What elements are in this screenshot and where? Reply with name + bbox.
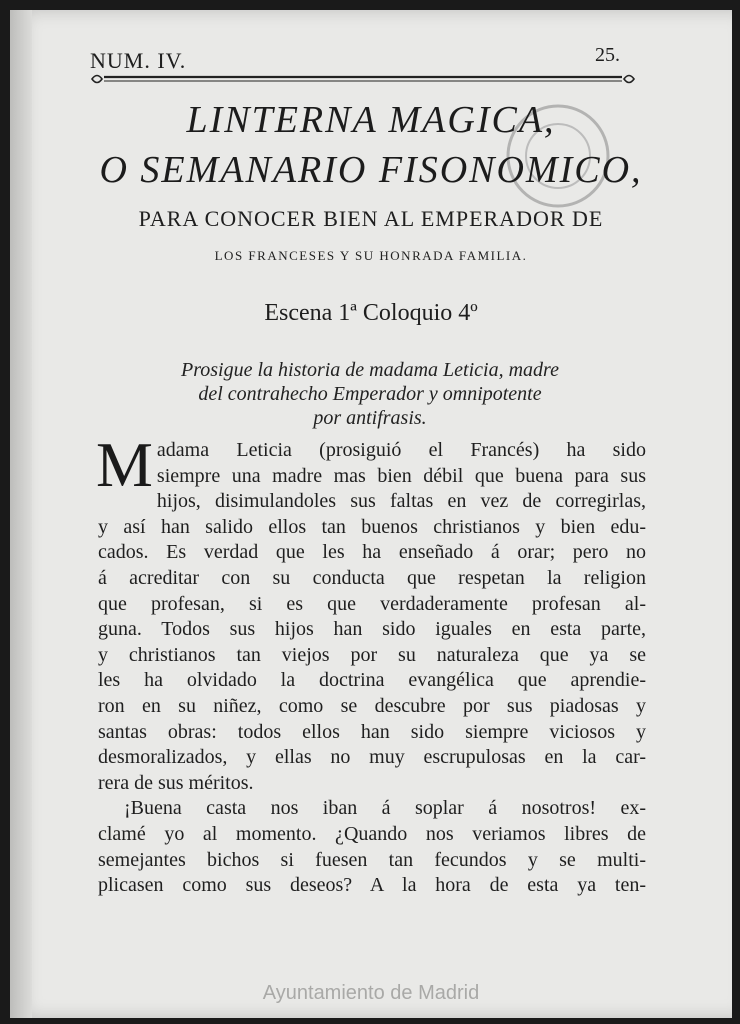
body-line: ¡Buena casta nos iban á soplar á nosotros! ex- — [124, 797, 646, 820]
ornamental-rule — [90, 72, 636, 86]
body-line: hijos, disimulandoles sus faltas en vez de corregirlas, — [156, 490, 646, 513]
page-number: 25. — [595, 44, 620, 66]
body-text — [96, 429, 646, 899]
body-line: siempre una madre mas bien débil que buena para sus — [156, 464, 646, 487]
body-line: rera de sus méritos. — [98, 771, 254, 794]
lead-line: por antifrasis. — [313, 407, 427, 429]
body-line: les ha olvidado la doctrina evangélica que aprendie- — [98, 669, 646, 692]
lead-line: del contrahecho Emperador y omnipotente — [198, 383, 542, 405]
body-line: cados. Es verdad que les ha enseñado á orar; pero no — [98, 541, 646, 564]
drop-cap: M — [96, 429, 153, 500]
body-line: plicasen como sus deseos? A la hora de esta ya ten- — [98, 874, 646, 897]
body-line: santas obras: todos ellos han sido siempre viciosos y — [98, 720, 646, 743]
title-line-1: LINTERNA MAGICA, — [186, 99, 556, 141]
lead-summary — [100, 358, 640, 430]
body-line: y christianos tan viejos por su naturaleza que ya se — [98, 643, 646, 666]
document-page — [10, 10, 732, 1018]
source-watermark: Ayuntamiento de Madrid — [262, 982, 480, 1004]
body-line: á acreditar con su conducta que respetan la religion — [98, 566, 646, 589]
body-line: desmoralizados, y ellas no muy escrupulosas en la car- — [98, 746, 646, 769]
issue-number: NUM. IV. — [90, 48, 187, 73]
scene-heading: Escena 1ª Coloquio 4º — [264, 300, 478, 326]
body-line: ron en su niñez, como se descubre por sus piadosas y — [98, 694, 646, 717]
body-line: que profesan, si es que verdaderamente profesan al- — [98, 592, 646, 615]
body-line: clamé yo al momento. ¿Quando nos veriamos libres de — [98, 822, 646, 845]
body-line: guna. Todos sus hijos han sido iguales en esta parte, — [98, 618, 646, 641]
lead-line: Prosigue la historia de madama Leticia, madre — [181, 359, 559, 381]
body-line: adama Leticia (prosiguió el Francés) ha sido — [156, 439, 646, 461]
body-line: y así han salido ellos tan buenos christianos y bien edu- — [98, 515, 646, 538]
body-line: semejantes bichos si fuesen tan fecundos y se multi- — [98, 848, 646, 871]
subtitle-line-2: LOS FRANCESES Y SU HONRADA FAMILIA. — [214, 248, 528, 263]
title-line-2: O SEMANARIO FISONOMICO, — [99, 149, 643, 191]
subtitle-line-1: PARA CONOCER BIEN AL EMPERADOR DE — [138, 206, 604, 231]
